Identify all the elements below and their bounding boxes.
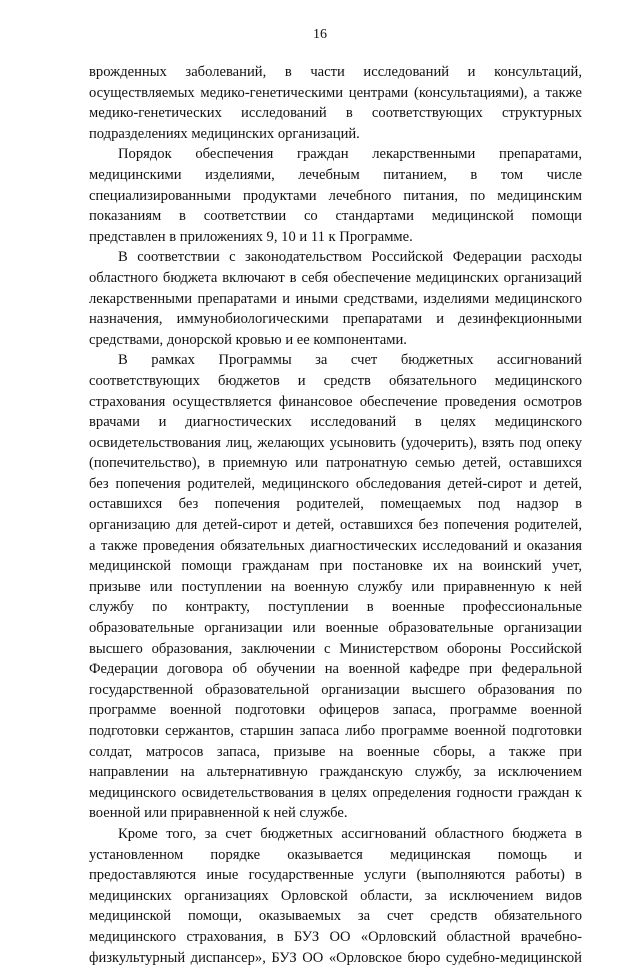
text-line: военной или приравненной к ней службе. bbox=[89, 805, 348, 822]
text-line: назначения, иммунобиологическими препаратами и дезинфекционными bbox=[89, 311, 582, 328]
text-line: медико-генетических исследований в соответствующих структурных bbox=[89, 105, 582, 122]
text-line: врачами и диагностических исследований в целях медицинского bbox=[89, 414, 582, 431]
text-line: медицинских организациях Орловской области, за исключением видов bbox=[89, 887, 582, 904]
text-line: организацию для детей-сирот и детей, оставшихся без попечения родителей, bbox=[89, 517, 582, 534]
text-line: медицинской помощи, оказываемых за счет средств обязательного bbox=[89, 908, 582, 925]
text-line: страхования осуществляется финансовое обеспечение проведения осмотров bbox=[89, 393, 582, 410]
text-line: программе военной подготовки офицеров запаса, программе военной bbox=[89, 702, 582, 719]
text-line: подразделениях медицинских организаций. bbox=[89, 125, 360, 142]
text-line: оставшихся без попечения родителей, помещаемых под надзор в bbox=[89, 496, 582, 513]
text-line: медицинскими изделиями, лечебным питанием, в том числе bbox=[89, 166, 582, 183]
text-line: солдат, матросов запаса, призыве на военные сборы, а также при bbox=[89, 743, 582, 760]
text-line: медицинского освидетельствования в целях определения годности граждан к bbox=[89, 784, 582, 801]
text-line: высшего образования, заключении с Министерством обороны Российской bbox=[89, 640, 582, 657]
page-number: 16 bbox=[313, 27, 327, 42]
text-line: без попечения родителей, медицинского обследования детей-сирот и детей, bbox=[89, 475, 582, 492]
text-line: врожденных заболеваний, в части исследований и консультаций, bbox=[89, 64, 582, 80]
text-line: предоставляются иные государственные услуги (выполняются работы) в bbox=[89, 867, 582, 884]
text-line: представлен в приложениях 9, 10 и 11 к Программе. bbox=[89, 228, 413, 245]
text-line: установленном порядке оказывается медицинская помощь и bbox=[89, 846, 582, 863]
text-line: соответствующих бюджетов и средств обязательного медицинского bbox=[89, 372, 582, 389]
text-line: средствами, донорской кровью и ее компонентами. bbox=[89, 331, 407, 348]
text-line: лекарственными препаратами и иными средствами, изделиями медицинского bbox=[89, 290, 582, 307]
text-line: (попечительство), в приемную или патронатную семью детей, оставшихся bbox=[89, 455, 582, 472]
text-line: Кроме того, за счет бюджетных ассигнований областного бюджета в bbox=[118, 825, 582, 842]
text-line: а также проведения обязательных диагностических исследований и оказания bbox=[89, 537, 582, 554]
text-line: медицинской помощи гражданам при постановке их на воинский учет, bbox=[89, 558, 582, 575]
text-line: образовательные организации или военные образовательные организации bbox=[89, 620, 582, 637]
text-line: государственной образовательной организации высшего образования по bbox=[89, 681, 582, 698]
text-line: показаниям в соответствии со стандартами медицинской помощи bbox=[89, 208, 582, 225]
document-body bbox=[89, 62, 582, 968]
text-line: В соответствии с законодательством Российской Федерации расходы bbox=[118, 249, 582, 266]
text-line: подготовки сержантов, старшин запаса либо программе военной подготовки bbox=[89, 723, 582, 739]
text-line: В рамках Программы за счет бюджетных ассигнований bbox=[118, 352, 582, 369]
text-line: специализированными продуктами лечебного питания, по медицинским bbox=[89, 187, 582, 204]
text-line: службу по контракту, поступлении в военные профессиональные bbox=[89, 599, 582, 616]
text-line: призыве или поступлении на военную службу или приравненную к ней bbox=[89, 578, 582, 595]
text-line: направлении на альтернативную гражданскую службу, за исключением bbox=[89, 764, 582, 781]
text-line: областного бюджета включают в себя обеспечение медицинских организаций bbox=[89, 269, 582, 286]
text-line: физкультурный диспансер», БУЗ ОО «Орловское бюро судебно-медицинской bbox=[89, 949, 582, 966]
text-line: освидетельствования лиц, желающих усыновить (удочерить), взять под опеку bbox=[89, 434, 582, 451]
text-line: осуществляемых медико-генетическими центрами (консультациями), а также bbox=[89, 84, 582, 101]
text-line: медицинского страхования, в БУЗ ОО «Орловский областной врачебно- bbox=[89, 928, 582, 945]
text-line: Федерации договора об обучении на военной кафедре при федеральной bbox=[89, 661, 582, 678]
text-line: Порядок обеспечения граждан лекарственными препаратами, bbox=[118, 146, 582, 163]
